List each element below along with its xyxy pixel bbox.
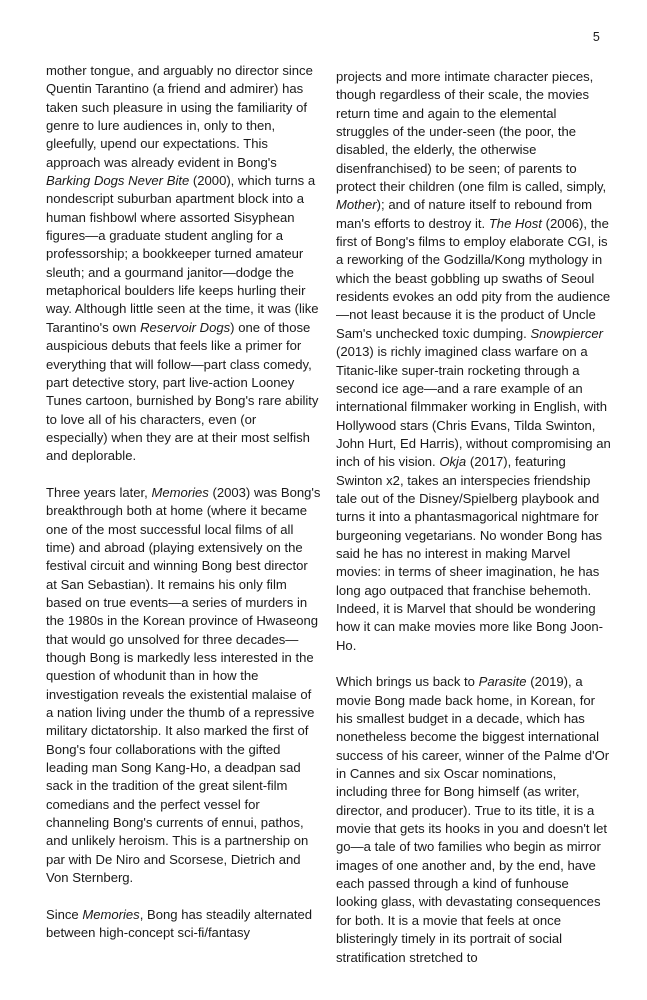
page-number: 5: [592, 30, 600, 44]
italic-title: Reservoir Dogs: [140, 319, 231, 335]
paragraph: projects and more intimate character pieces, though regardless of their scale, the movies return time and again to the elemental struggles of the under-seen (the poor, the disabled, the elderly, the otherwise disenfranchised) to be seen; of parents to protect their children (one film is called, simply, Mother); and of nature itself to rebound from man's efforts to destroy it. The Host (2006), the first of Bong's films to employ elaborate CGI, is a reworking of the Godzilla/Kong mythology in which the beast gobbling up swaths of Seoul residents evokes an odd pity from the audience—not least because it is the product of Uncle Sam's unchecked toxic dumping. Snowpiercer (2013) is richly imagined class warfare on a Titanic-like super-train rocketing through a second ice age—and a rare example of an international filmmaker working in English, with Hollywood stars (Chris Evans, Tilda Swinton, John Hurt, Ed Harris), without compromising an inch of his vision. Okja (2017), featuring Swinton x2, takes an interspecies friendship tale out of the Disney/Spielberg playbook and turns it into a phantasmagorical nightmare for burgeoning vegetarians. No wonder Bong has said he has no interest in making Marvel movies: in terms of sheer imagination, he has long ago outpaced that franchise behemoth. Indeed, it is Marvel that should be wondering how it can make movies more like Bong Joon-Ho.: [336, 69, 611, 653]
paragraph: Since Memories, Bong has steadily alternated between high-concept sci-fi/fantasy: [46, 906, 313, 941]
paragraph: Which brings us back to Parasite (2019), a movie Bong made back home, in Korean, for his smallest budget in a decade, which has nonetheless become the biggest international success of his career, winner of the Palme d'Or in Cannes and six Oscar nominations, including three for Bong himself (as writer, director, and producer). True to its title, it is a movie that gets its hooks in you and doesn't let go—a tale of two families who begin as mirror images of one another and, by the end, have each passed through a kind of funhouse looking glass, with devastating consequences for both. It is a movie that feels at once blisteringly timely in its portrait of social stratification stretched to: [336, 674, 610, 965]
paragraph: Three years later, Memories (2003) was Bong's breakthrough both at home (where it became one of the most successful local films of all time) and abroad (playing extensively on the festival circuit and winning Bong best director at San Sebastian). It remains his only film based on true events—a series of murders in the 1980s in the Korean province of Hwaseong that would go unsolved for three decades—though Bong is markedly less interested in the question of whodunit than in how the investigation reveals the existential malaise of a nation living under the thumb of a repressive military dictatorship. It also marked the first of Bong's four collaborations with the gifted leading man Song Kang-Ho, a deadpan sad sack in the tradition of the great silent-film comedians and the perfect vessel for channeling Bong's currents of ennui, pathos, and unlikely heroism. This is a partnership on par with De Niro and Scorsese, Dietrich and Von Sternberg.: [46, 484, 321, 886]
italic-title: Okja: [439, 454, 467, 470]
italic-title: Memories: [82, 906, 140, 922]
column-right: [336, 68, 611, 967]
italic-title: Memories: [151, 484, 209, 500]
italic-title: Snowpiercer: [530, 325, 603, 341]
column-left: [46, 62, 321, 943]
italic-title: Parasite: [478, 674, 527, 690]
paragraph: mother tongue, and arguably no director since Quentin Tarantino (a friend and admirer) has taken such pleasure in using the familiarity of genre to lure audiences in, only to then, gleefully, upend our expectations. This approach was already evident in Bong's Barking Dogs Never Bite (2000), which turns a nondescript suburban apartment block into a human fishbowl where assorted Sisyphean figures—a graduate student angling for a professorship; a bookkeeper turned amateur sleuth; and a gourmand janitor—dodge the metaphorical boulders life keeps hurling their way. Although little seen at the time, it was (like Tarantino's own Reservoir Dogs) one of those auspicious debuts that feels like a primer for everything that will follow—part class comedy, part detective story, part live-action Looney Tunes cartoon, burnished by Bong's rare ability to love all of his characters, even (or especially) when they are at their most selfish and deplorable.: [46, 63, 319, 464]
italic-title: The Host: [488, 215, 542, 231]
italic-title: Barking Dogs Never Bite: [46, 173, 190, 189]
italic-title: Mother: [336, 197, 377, 213]
